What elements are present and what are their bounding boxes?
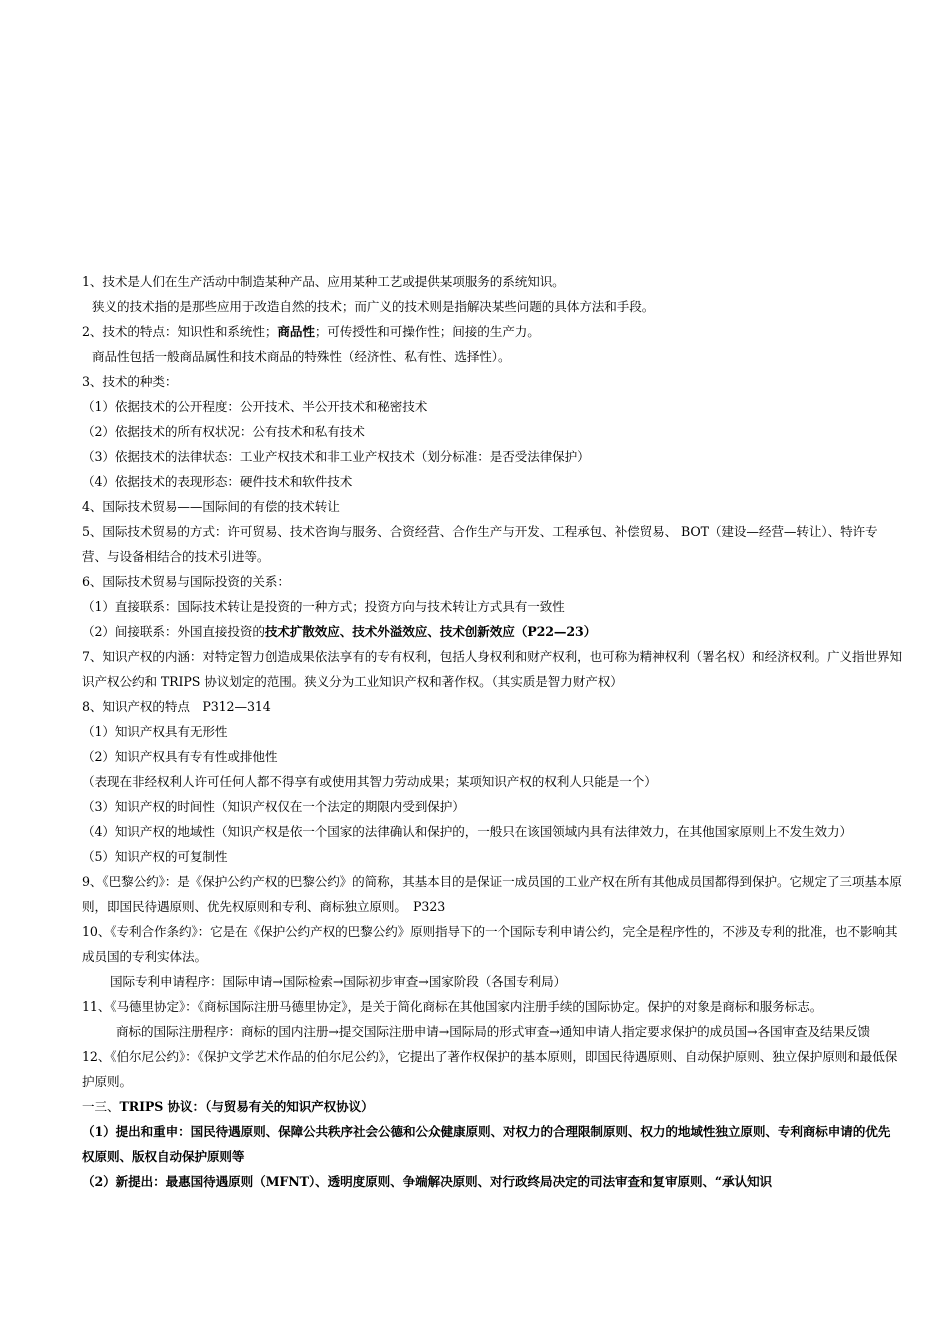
item-8-sub-2: （2）知识产权具有专有性或排他性 <box>82 749 278 764</box>
item-3-sub-2: （2）依据技术的所有权状况：公有技术和私有技术 <box>82 424 365 439</box>
document-body <box>82 269 902 1194</box>
item-11-procedure: 商标的国际注册程序：商标的国内注册→提交国际注册申请→国际局的形式审查→通知申请人指定要求保护的成员国→各国审查及结果反馈 <box>116 1024 870 1039</box>
item-13-sub-1: （1）提出和重申：国民待遇原则、保障公共秩序社会公德和公众健康原则、对权力的合理限制原则、权力的地域性独立原则、专利商标申请的优先权原则、版权自动保护原则等 <box>82 1124 891 1164</box>
item-7: 7、知识产权的内涵：对特定智力创造成果依法享有的专有权利，包括人身权利和财产权利，也可称为精神权利（署名权）和经济权利。广义指世界知识产权公约和 TRIPS 协议划定的范围。狭义分为工业知识产权和著作权。（其实质是智力财产权） <box>82 649 903 689</box>
item-3-sub-4: （4）依据技术的表现形态：硬件技术和软件技术 <box>82 474 353 489</box>
item-1-note: 狭义的技术指的是那些应用于改造自然的技术；而广义的技术则是指解决某些问题的具体方法和手段。 <box>92 299 655 314</box>
item-6-sub-1: （1）直接联系：国际技术转让是投资的一种方式；投资方向与技术转让方式具有一致性 <box>82 599 565 614</box>
item-8-heading: 8、知识产权的特点 P312—314 <box>82 699 271 714</box>
item-6-sub-2-bold: 技术扩散效应、技术外溢效应、技术创新效应（P22—23） <box>264 624 597 639</box>
item-10: 10、《专利合作条约》：它是在《保护公约产权的巴黎公约》原则指导下的一个国际专利申请公约，完全是程序性的，不涉及专利的批准，也不影响其成员国的专利实体法。 <box>82 924 898 964</box>
item-8-sub-1: （1）知识产权具有无形性 <box>82 724 228 739</box>
item-5: 5、国际技术贸易的方式：许可贸易、技术咨询与服务、合资经营、合作生产与开发、工程承包、补偿贸易、 BOT（建设—经营—转让）、特许专营、与设备相结合的技术引进等。 <box>82 524 878 564</box>
item-11: 11、《马德里协定》：《商标国际注册马德里协定》，是关于简化商标在其他国家内注册手续的国际协定。保护的对象是商标和服务标志。 <box>82 999 823 1014</box>
item-3-heading: 3、技术的种类： <box>82 374 178 389</box>
item-13-number: 一三、 <box>82 1099 120 1114</box>
item-2-text-bold: 商品性 <box>277 324 315 339</box>
item-6-heading: 6、国际技术贸易与国际投资的关系： <box>82 574 290 589</box>
item-2-features <box>82 319 902 344</box>
item-13-sub-2: （2）新提出：最惠国待遇原则（MFNT）、透明度原则、争端解决原则、对行政终局决定的司法审查和复审原则、“承认知识 <box>82 1174 773 1189</box>
item-4: 4、国际技术贸易——国际间的有偿的技术转让 <box>82 499 340 514</box>
item-1-definition: 1、技术是人们在生产活动中制造某种产品、应用某种工艺或提供某项服务的系统知识。 <box>82 274 565 289</box>
item-8-sub-4: （4）知识产权的地域性（知识产权是依一个国家的法律确认和保护的，一般只在该国领域内具有法律效力，在其他国家原则上不发生效力） <box>82 824 853 839</box>
item-6-sub-2 <box>82 619 902 644</box>
item-9: 9、《巴黎公约》：是《保护公约产权的巴黎公约》的简称，其基本目的是保证一成员国的工业产权在所有其他成员国都得到保护。它规定了三项基本原则，即国民待遇原则、优先权原则和专利、商标独立原则。 P323 <box>82 874 902 914</box>
item-13-heading <box>82 1094 902 1119</box>
item-8-sub-2-note: （表现在非经权利人许可任何人都不得享有或使用其智力劳动成果；某项知识产权的权利人只能是一个） <box>82 774 657 789</box>
item-10-procedure: 国际专利申请程序：国际申请→国际检索→国际初步审查→国家阶段（各国专利局） <box>110 974 567 989</box>
item-12: 12、《伯尔尼公约》：《保护文学艺术作品的伯尔尼公约》，它提出了著作权保护的基本原则，即国民待遇原则、自动保护原则、独立保护原则和最低保护原则。 <box>82 1049 898 1089</box>
item-2-text-c: ；可传授性和可操作性；间接的生产力。 <box>314 324 540 339</box>
item-2-note: 商品性包括一般商品属性和技术商品的特殊性（经济性、私有性、选择性）。 <box>92 349 511 364</box>
item-3-sub-3: （3）依据技术的法律状态：工业产权技术和非工业产权技术（划分标准：是否受法律保护） <box>82 449 590 464</box>
item-3-sub-1: （1）依据技术的公开程度：公开技术、半公开技术和秘密技术 <box>82 399 428 414</box>
item-13-title: TRIPS 协议：（与贸易有关的知识产权协议） <box>119 1099 374 1114</box>
item-8-sub-3: （3）知识产权的时间性（知识产权仅在一个法定的期限内受到保护） <box>82 799 465 814</box>
item-8-sub-5: （5）知识产权的可复制性 <box>82 849 228 864</box>
item-2-text-a: 2、技术的特点：知识性和系统性； <box>82 324 278 339</box>
item-6-sub-2-text: （2）间接联系：外国直接投资的 <box>82 624 265 639</box>
